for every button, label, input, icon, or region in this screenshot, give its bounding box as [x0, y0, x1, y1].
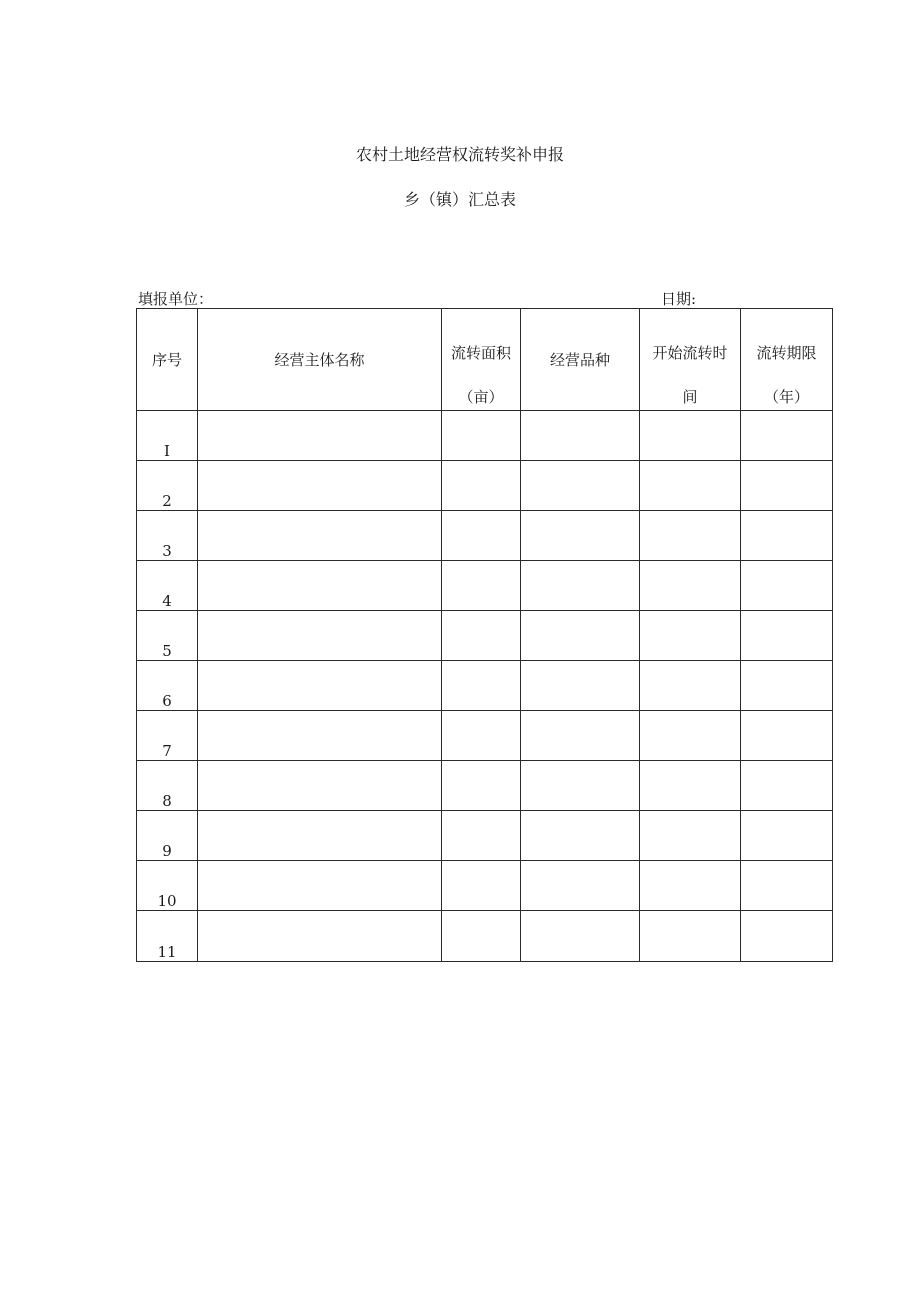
cell-start-time[interactable] — [640, 511, 741, 561]
cell-area[interactable] — [442, 861, 521, 911]
row-seq: 4 — [137, 561, 198, 611]
header-start-line2: 间 — [682, 388, 698, 406]
header-term — [741, 309, 833, 411]
table-row — [137, 461, 833, 511]
cell-term[interactable] — [741, 611, 833, 661]
cell-entity-name[interactable] — [198, 461, 442, 511]
cell-entity-name[interactable] — [198, 861, 442, 911]
cell-area[interactable] — [442, 911, 521, 962]
header-seq-label: 序号 — [151, 351, 182, 369]
cell-start-time[interactable] — [640, 461, 741, 511]
table-header-row — [137, 309, 833, 411]
row-seq: 7 — [137, 711, 198, 761]
header-area-line1: 流转面积 — [450, 344, 511, 362]
cell-start-time[interactable] — [640, 661, 741, 711]
cell-start-time[interactable] — [640, 911, 741, 962]
cell-entity-name[interactable] — [198, 561, 442, 611]
table-row — [137, 411, 833, 461]
row-seq: 9 — [137, 811, 198, 861]
cell-area[interactable] — [442, 761, 521, 811]
header-term-line1: 流转期限 — [756, 344, 817, 362]
cell-entity-name[interactable] — [198, 411, 442, 461]
cell-variety[interactable] — [521, 561, 640, 611]
cell-area[interactable] — [442, 711, 521, 761]
table-row — [137, 861, 833, 911]
cell-start-time[interactable] — [640, 561, 741, 611]
row-seq: 6 — [137, 661, 198, 711]
table-row — [137, 561, 833, 611]
cell-variety[interactable] — [521, 861, 640, 911]
cell-start-time[interactable] — [640, 611, 741, 661]
cell-variety[interactable] — [521, 711, 640, 761]
cell-term[interactable] — [741, 811, 833, 861]
cell-area[interactable] — [442, 561, 521, 611]
cell-start-time[interactable] — [640, 711, 741, 761]
row-seq: 5 — [137, 611, 198, 661]
cell-term[interactable] — [741, 761, 833, 811]
cell-entity-name[interactable] — [198, 711, 442, 761]
cell-area[interactable] — [442, 511, 521, 561]
cell-term[interactable] — [741, 561, 833, 611]
table-row — [137, 511, 833, 561]
cell-term[interactable] — [741, 861, 833, 911]
cell-area[interactable] — [442, 661, 521, 711]
cell-entity-name[interactable] — [198, 611, 442, 661]
table-row — [137, 911, 833, 962]
table-row — [137, 611, 833, 661]
cell-term[interactable] — [741, 411, 833, 461]
cell-area[interactable] — [442, 461, 521, 511]
cell-area[interactable] — [442, 611, 521, 661]
document-subtitle: 乡（镇）汇总表 — [403, 190, 516, 209]
cell-variety[interactable] — [521, 661, 640, 711]
header-area-line2: （亩） — [458, 388, 504, 406]
cell-variety[interactable] — [521, 611, 640, 661]
cell-start-time[interactable] — [640, 861, 741, 911]
header-entity-name — [198, 309, 442, 411]
reporting-unit-label: 填报单位： — [138, 290, 214, 308]
cell-variety[interactable] — [521, 911, 640, 962]
row-seq: I — [137, 411, 198, 461]
cell-start-time[interactable] — [640, 411, 741, 461]
header-variety — [521, 309, 640, 411]
document-title: 农村土地经营权流转奖补申报 — [355, 145, 564, 164]
cell-variety[interactable] — [521, 461, 640, 511]
header-seq — [137, 309, 198, 411]
cell-variety[interactable] — [521, 811, 640, 861]
header-start-line1: 开始流转时 — [652, 344, 728, 362]
cell-term[interactable] — [741, 461, 833, 511]
cell-entity-name[interactable] — [198, 761, 442, 811]
cell-variety[interactable] — [521, 511, 640, 561]
header-transfer-area — [442, 309, 521, 411]
header-start-time — [640, 309, 741, 411]
table-row — [137, 711, 833, 761]
row-seq: 10 — [137, 861, 198, 911]
cell-variety[interactable] — [521, 411, 640, 461]
summary-table — [136, 308, 833, 962]
header-variety-label: 经营品种 — [549, 351, 610, 369]
row-seq: 8 — [137, 761, 198, 811]
cell-term[interactable] — [741, 661, 833, 711]
cell-entity-name[interactable] — [198, 811, 442, 861]
cell-term[interactable] — [741, 511, 833, 561]
cell-term[interactable] — [741, 711, 833, 761]
cell-start-time[interactable] — [640, 811, 741, 861]
table-row — [137, 661, 833, 711]
cell-start-time[interactable] — [640, 761, 741, 811]
row-seq: 11 — [137, 911, 198, 962]
cell-area[interactable] — [442, 811, 521, 861]
row-seq: 2 — [137, 461, 198, 511]
cell-entity-name[interactable] — [198, 511, 442, 561]
cell-term[interactable] — [741, 911, 833, 962]
header-entity-name-label: 经营主体名称 — [274, 351, 365, 369]
cell-entity-name[interactable] — [198, 911, 442, 962]
cell-variety[interactable] — [521, 761, 640, 811]
table-row — [137, 811, 833, 861]
date-label: 日期: — [661, 290, 697, 308]
header-term-line2: （年） — [763, 388, 809, 406]
cell-area[interactable] — [442, 411, 521, 461]
table-row — [137, 761, 833, 811]
cell-entity-name[interactable] — [198, 661, 442, 711]
row-seq: 3 — [137, 511, 198, 561]
